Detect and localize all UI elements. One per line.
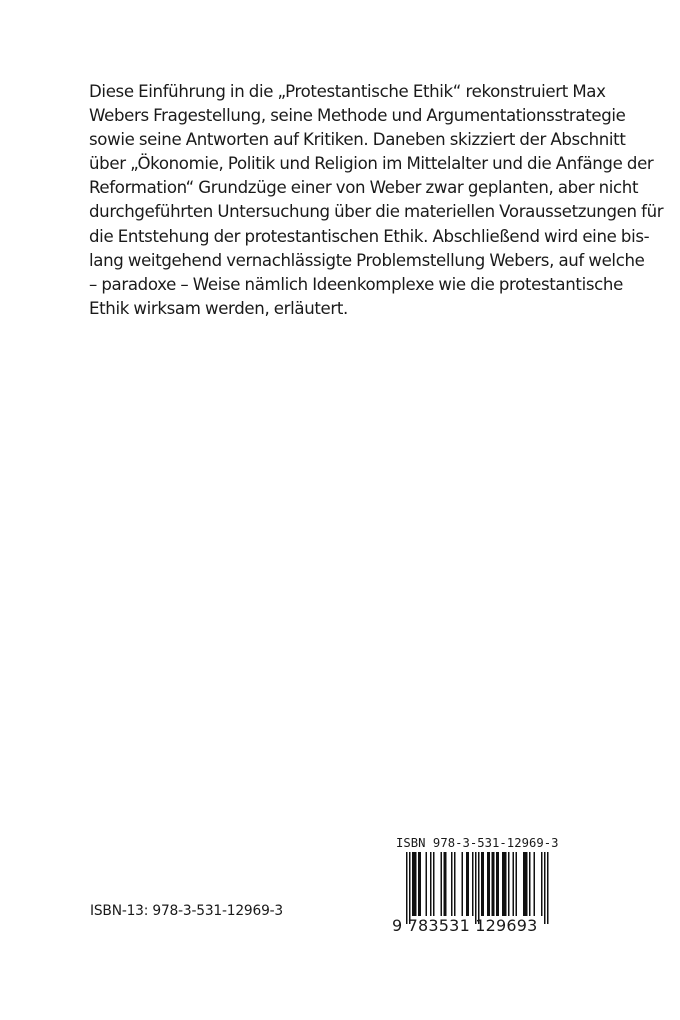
barcode-bar <box>529 852 531 916</box>
description-line: Reformation“ Grundzüge einer von Weber zwar geplanten, aber nicht <box>89 178 639 198</box>
barcode-bar <box>406 852 408 924</box>
description-line: Diese Einführung in die „Protestantische Ethik“ rekonstruiert Max <box>89 82 606 101</box>
barcode-bar <box>433 852 435 916</box>
barcode-bar <box>516 852 518 916</box>
barcode-bar <box>541 852 543 916</box>
barcode-bar <box>409 852 411 924</box>
barcode-bar <box>462 852 464 916</box>
description-line: lang weitgehend vernachlässigte Problemstellung Webers, auf welche <box>89 250 645 270</box>
barcode-bar <box>496 852 498 916</box>
barcode-bar <box>502 852 504 916</box>
barcode-bar <box>466 852 468 916</box>
barcode-bar <box>412 852 414 916</box>
barcode-bar <box>547 852 549 924</box>
barcode-bar <box>504 852 506 916</box>
barcode-bar <box>483 852 485 916</box>
barcode-bar <box>444 852 446 916</box>
barcode-bar <box>451 852 453 916</box>
description-line: durchgeführten Untersuchung über die materiellen Voraussetzungen für <box>89 202 664 222</box>
barcode-bar <box>478 852 480 924</box>
barcode-bar <box>414 852 416 916</box>
description-line: Webers Fragestellung, seine Methode und Argumentationsstrategie <box>89 106 626 126</box>
barcode-bar <box>472 852 474 916</box>
barcode-bar <box>489 852 491 916</box>
description-line: Ethik wirksam werden, erläutert. <box>89 298 348 318</box>
barcode-bar <box>418 852 420 916</box>
description-line: sowie seine Antworten auf Kritiken. Daneben skizziert der Abschnitt <box>89 130 626 150</box>
barcode-bar <box>498 852 500 916</box>
barcode-digits: 9 783531 129693 <box>392 916 538 935</box>
description-line: – paradoxe – Weise nämlich Ideenkomplexe wie die protestantische <box>89 274 623 294</box>
barcode-bar <box>525 852 527 916</box>
description-line: über „Ökonomie, Politik und Religion im Mittelalter und die Anfänge der <box>89 154 654 174</box>
barcode-bar <box>544 852 546 924</box>
isbn-label: ISBN-13: 978-3-531-12969-3 <box>90 903 284 919</box>
barcode-bar <box>523 852 525 916</box>
barcode-bar <box>426 852 428 916</box>
barcode-bar <box>534 852 536 916</box>
barcode-bar <box>415 852 417 916</box>
description-text <box>89 80 664 321</box>
barcode-bar <box>481 852 483 916</box>
barcode-bar <box>513 852 515 916</box>
barcode-bar <box>475 852 477 924</box>
barcode-bar <box>468 852 470 916</box>
barcode-bar <box>420 852 422 916</box>
barcode-isbn-text: ISBN 978-3-531-12969-3 <box>396 836 559 850</box>
barcode-bar <box>505 852 507 916</box>
barcode-bar <box>441 852 443 916</box>
barcode-bar <box>508 852 510 916</box>
barcode <box>392 836 561 936</box>
description-line: die Entstehung der protestantischen Ethik. Abschließend wird eine bis- <box>89 226 650 246</box>
barcode-bar <box>487 852 489 916</box>
barcode-bar <box>430 852 432 916</box>
barcode-bar <box>526 852 528 916</box>
barcode-bar <box>454 852 456 916</box>
barcode-bar <box>492 852 494 916</box>
barcode-bar <box>445 852 447 916</box>
barcode-bar <box>493 852 495 916</box>
